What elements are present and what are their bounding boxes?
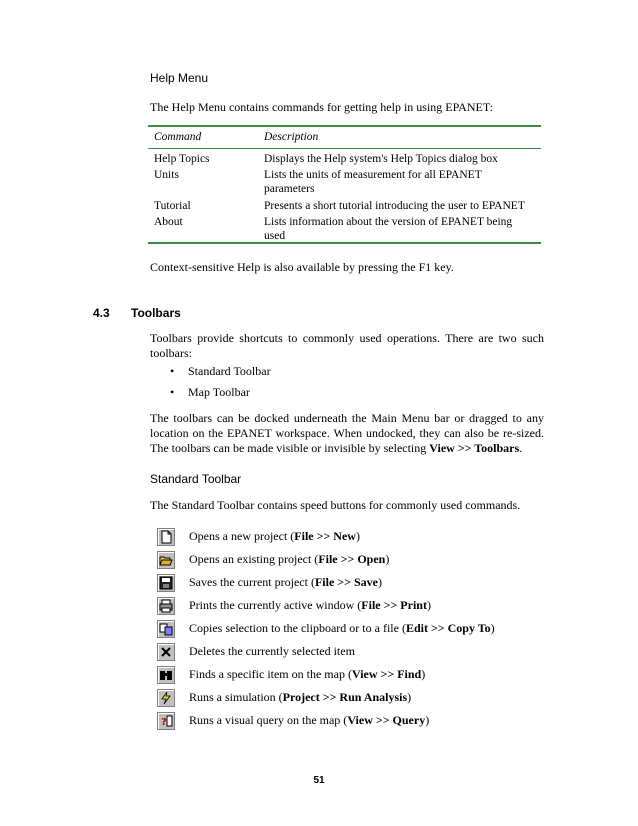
bullet-text: Standard Toolbar [188, 364, 271, 378]
tool-command: Project >> Run Analysis [282, 690, 408, 704]
tool-desc-end: ) [377, 575, 382, 589]
copy-icon [157, 620, 175, 638]
table-header-command: Command [154, 131, 202, 143]
docking-menu-path: View >> Toolbars [429, 441, 520, 455]
table-row-description: Presents a short tutorial introducing the user to EPANET [264, 200, 525, 212]
tool-command: Edit >> Copy To [405, 621, 491, 635]
tool-desc: Opens an existing project ( [189, 552, 319, 566]
table-bottom-rule [148, 242, 541, 244]
tool-desc: Opens a new project ( [189, 529, 295, 543]
section-number: 4.3 [93, 306, 110, 320]
printer-icon [157, 597, 175, 615]
tool-desc-end: ) [407, 690, 412, 704]
binoculars-icon [157, 666, 175, 684]
section-title: Toolbars [131, 306, 181, 320]
tool-command: File >> New [294, 529, 356, 543]
tool-command: File >> Save [314, 575, 378, 589]
tool-desc: Finds a specific item on the map ( [189, 667, 352, 681]
new-file-icon [157, 528, 175, 546]
svg-text:?: ? [161, 717, 167, 728]
tool-desc: Prints the currently active window ( [189, 598, 362, 612]
standard-toolbar-heading: Standard Toolbar [150, 472, 242, 486]
tool-desc: Runs a simulation ( [189, 690, 283, 704]
standard-toolbar-intro: The Standard Toolbar contains speed buttons for commonly used commands. [150, 498, 521, 512]
table-header-description: Description [264, 131, 319, 143]
bullet-text: Map Toolbar [188, 385, 250, 399]
toolbars-intro-paragraph: Toolbars provide shortcuts to commonly used operations. There are two such toolbars: [150, 331, 544, 360]
table-row-description: Lists the units of measurement for all EPANET parameters [264, 169, 482, 195]
tool-command: View >> Query [347, 713, 426, 727]
open-folder-icon [157, 551, 175, 569]
tool-command: View >> Find [351, 667, 422, 681]
tool-desc: Runs a visual query on the map ( [189, 713, 348, 727]
table-row-command: Tutorial [154, 200, 191, 212]
lightning-run-icon [157, 689, 175, 707]
table-row-description: Displays the Help system's Help Topics dialog box [264, 153, 498, 165]
tool-desc-end: ) [355, 529, 360, 543]
bullet-dot-icon: • [170, 385, 175, 399]
tool-desc-end: ) [421, 667, 426, 681]
table-header-rule [148, 148, 541, 149]
table-row-description: Lists information about the version of EPANET being used [264, 216, 513, 242]
help-menu-intro: The Help Menu contains commands for getting help in using EPANET: [150, 100, 493, 114]
page-number: 51 [313, 775, 325, 786]
docking-text: The toolbars can be docked underneath the Main Menu bar or dragged to any location on the EPANET workspace. When undocked, they can also be re-sized. The toolbars can be made visible or invisible by selecting [150, 411, 544, 455]
table-row-command: Help Topics [154, 153, 210, 165]
tool-desc-end: ) [385, 552, 390, 566]
toolbars-docking-paragraph [150, 411, 544, 456]
tool-command: File >> Print [361, 598, 427, 612]
delete-x-icon [157, 643, 175, 661]
docking-end: . [519, 441, 523, 455]
tool-desc: Deletes the currently selected item [189, 644, 355, 658]
tool-desc: Saves the current project ( [189, 575, 315, 589]
table-row-command: About [154, 216, 183, 228]
context-help-note: Context-sensitive Help is also available by pressing the F1 key. [150, 260, 454, 274]
help-menu-heading: Help Menu [150, 71, 209, 85]
bullet-dot-icon: • [170, 364, 175, 378]
tool-desc: Copies selection to the clipboard or to a file ( [189, 621, 406, 635]
table-top-rule [148, 125, 541, 127]
tool-command: File >> Open [318, 552, 386, 566]
tool-desc-end: ) [425, 713, 430, 727]
table-row-command: Units [154, 169, 179, 181]
tool-desc-end: ) [426, 598, 431, 612]
query-icon [157, 712, 175, 730]
tool-desc-end: ) [490, 621, 495, 635]
save-disk-icon [157, 574, 175, 592]
